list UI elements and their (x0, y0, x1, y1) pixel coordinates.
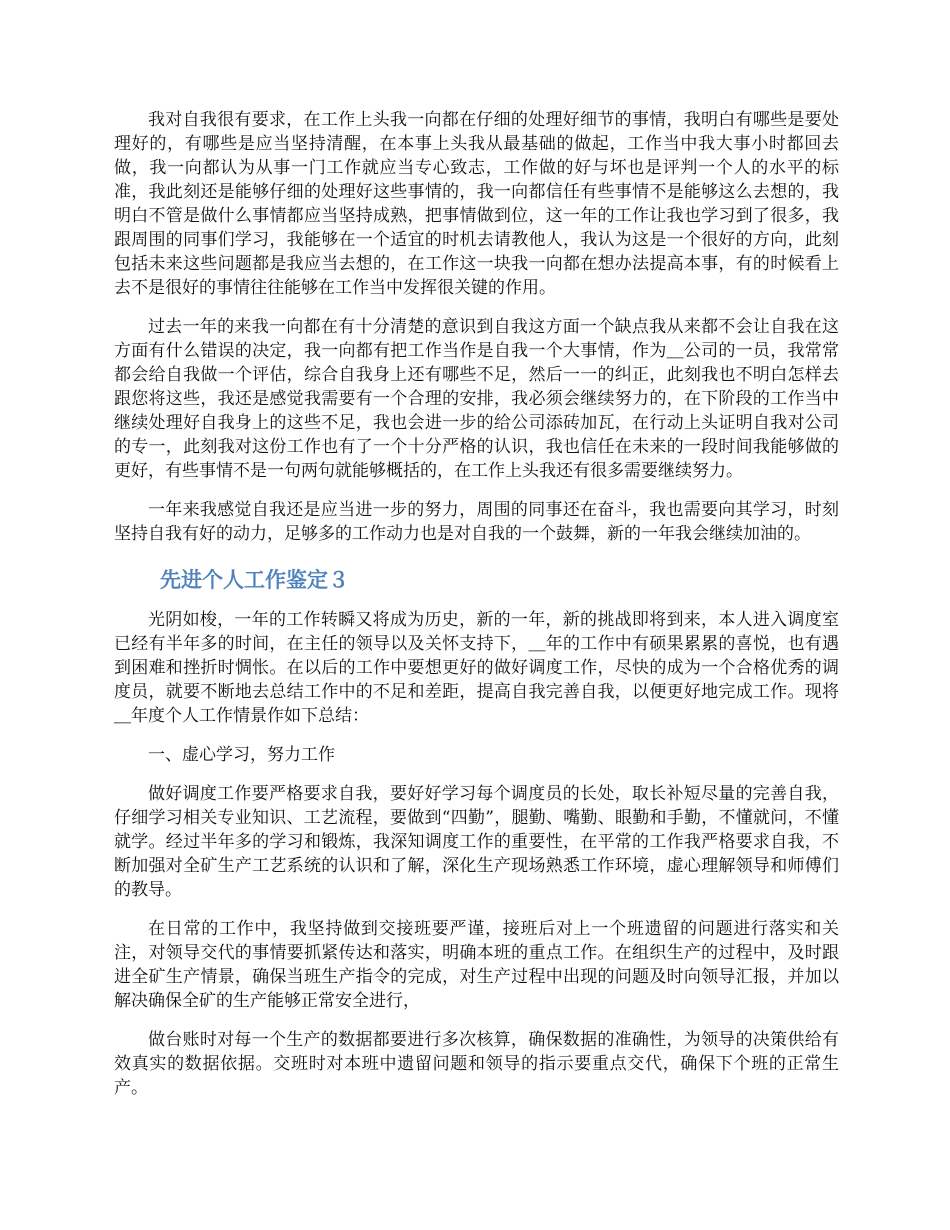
section-heading: 先进个人工作鉴定３ (160, 568, 349, 592)
paragraph: 过去一年的来我一向都在有十分清楚的意识到自我这方面一个缺点我从来都不会让自我在这方面有什么错误的决定，我一向都有把工作当作是自我一个大事情，作为＿公司的一员，我常常都会给自我做一个评估，综合自我身上还有哪些不足，然后一一的纠正，此刻我也不明白怎样去跟您将这些，我还是感觉我需要有一个合理的安排，我必须会继续努力的，在下阶段的工作当中继续处理好自我身上的这些不足，我也会进一步的给公司添砖加瓦，在行动上头证明自我对公司的专一，此刻我对这份工作也有了一个十分严格的认识，我也信任在未来的一段时间我能够做的更好，有些事情不是一句两句就能够概括的，在工作上头我还有很多需要继续努力。 (114, 317, 839, 481)
paragraph: 我对自我很有要求，在工作上头我一向都在仔细的处理好细节的事情，我明白有哪些是要处理好的，有哪些是应当坚持清醒，在本事上头我从最基础的做起，工作当中我大事小时都回去做，我一向都认为从事一门工作就应当专心致志，工作做的好与坏也是评判一个人的水平的标准，我此刻还是能够仔细的处理好这些事情的，我一向都信任有些事情不是能够这么去想的，我明白不管是做什么事情都应当坚持成熟，把事情做到位，这一年的工作让我也学习到了很多，我跟周围的同事们学习，我能够在一个适宜的时机去请教他人，我认为这是一个很好的方向，此刻包括未来这些问题都是我应当去想的，在工作这一块我一向都在想办法提高本事，有的时候看上去不是很好的事情往往能够在工作当中发挥很关键的作用。 (114, 110, 839, 298)
paragraph: 光阴如梭，一年的工作转瞬又将成为历史，新的一年，新的挑战即将到来，本人进入调度室已经有半年多的时间，在主任的领导以及关怀支持下，＿年的工作中有硕果累累的喜悦，也有遇到困难和挫折时惆怅。在以后的工作中要想更好的做好调度工作，尽快的成为一个合格优秀的调度员，就要不断地去总结工作中的不足和差距，提高自我完善自我，以便更好地完成工作。现将＿年度个人工作情景作如下总结： (114, 610, 839, 726)
document-body (114, 108, 839, 1115)
paragraph: 做台账时对每一个生产的数据都要进行多次核算，确保数据的准确性，为领导的决策供给有效真实的数据依据。交班时对本班中遗留问题和领导的指示要重点交代，确保下个班的正常生产。 (114, 1030, 839, 1098)
paragraph: 一年来我感觉自我还是应当进一步的努力，周围的同事还在奋斗，我也需要向其学习，时刻坚持自我有好的动力，足够多的工作动力也是对自我的一个鼓舞，新的一年我会继续加油的。 (114, 500, 839, 544)
paragraph: 在日常的工作中，我坚持做到交接班要严谨，接班后对上一个班遗留的问题进行落实和关注，对领导交代的事情要抓紧传达和落实，明确本班的重点工作。在组织生产的过程中，及时跟进全矿生产情景，确保当班生产指令的完成，对生产过程中出现的问题及时向领导汇报，并加以解决确保全矿的生产能够正常安全进行， (114, 919, 839, 1011)
subheading-paragraph: 一、虚心学习，努力工作 (148, 745, 335, 765)
paragraph: 做好调度工作要严格要求自我，要好好学习每个调度员的长处，取长补短尽量的完善自我，仔细学习相关专业知识、工艺流程，要做到“四勤”，腿勤、嘴勤、眼勤和手勤，不懂就问，不懂就学。经过半年多的学习和锻炼，我深知调度工作的重要性，在平常的工作我严格要求自我，不断加强对全矿生产工艺系统的认识和了解，深化生产现场熟悉工作环境，虚心理解领导和师傅们的教导。 (114, 784, 839, 900)
